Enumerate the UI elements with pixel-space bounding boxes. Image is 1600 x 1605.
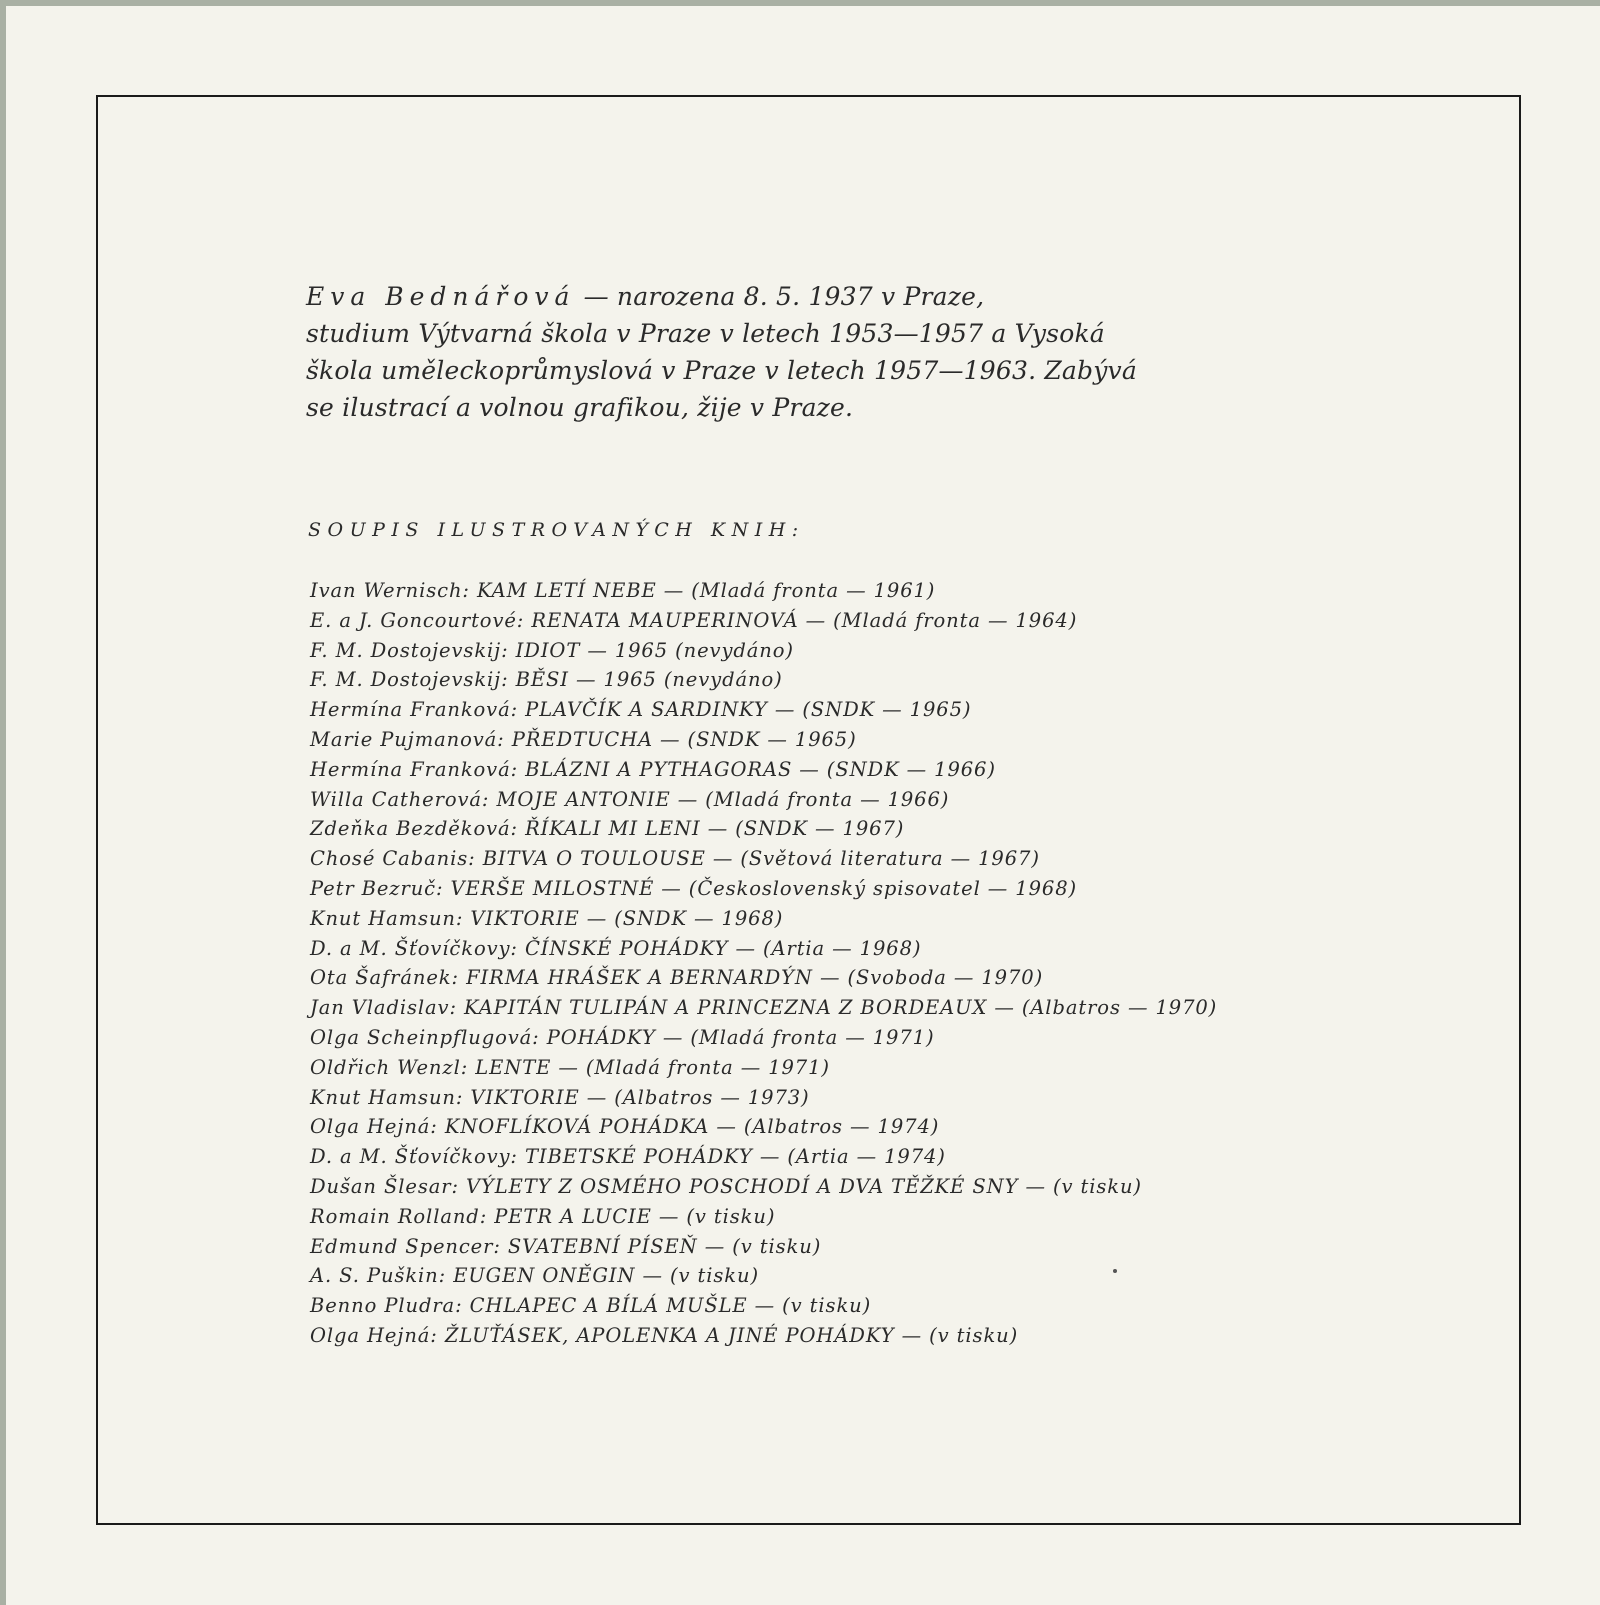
list-item: Dušan Šlesar: VÝLETY Z OSMÉHO POSCHODÍ A DVA TĚŽKÉ SNY — (v tisku) bbox=[310, 1174, 1142, 1198]
list-item: F. M. Dostojevskij: BĚSI — 1965 (nevydáno) bbox=[310, 668, 783, 692]
list-item: Benno Pludra: CHLAPEC A BÍLÁ MUŠLE — (v tisku) bbox=[310, 1294, 872, 1318]
list-item: Willa Catherová: MOJE ANTONIE — (Mladá fronta — 1966) bbox=[310, 787, 950, 811]
page bbox=[6, 6, 1600, 1605]
list-heading: SOUPIS ILUSTROVANÝCH KNIH: bbox=[308, 519, 805, 541]
list-item: Marie Pujmanová: PŘEDTUCHA — (SNDK — 1965) bbox=[310, 727, 857, 751]
list-item: Olga Scheinpflugová: POHÁDKY — (Mladá fronta — 1971) bbox=[310, 1025, 935, 1049]
list-item: Olga Hejná: KNOFLÍKOVÁ POHÁDKA — (Albatros — 1974) bbox=[310, 1115, 940, 1139]
list-item: Knut Hamsun: VIKTORIE — (SNDK — 1968) bbox=[310, 906, 784, 930]
list-item: E. a J. Goncourtové: RENATA MAUPERINOVÁ — (Mladá fronta — 1964) bbox=[310, 608, 1078, 632]
bio-line-1-rest: — narozena 8. 5. 1937 v Praze, bbox=[575, 282, 985, 311]
list-item: Knut Hamsun: VIKTORIE — (Albatros — 1973) bbox=[310, 1085, 810, 1109]
bio-line-4: se ilustrací a volnou grafikou, žije v Praze. bbox=[306, 393, 854, 422]
list-item: Oldřich Wenzl: LENTE — (Mladá fronta — 1971) bbox=[310, 1055, 830, 1079]
print-speck bbox=[1113, 1269, 1117, 1273]
list-item: Zdeňka Bezděková: ŘÍKALI MI LENI — (SNDK — 1967) bbox=[310, 817, 905, 841]
list-item: Hermína Franková: PLAVČÍK A SARDINKY — (SNDK — 1965) bbox=[310, 698, 972, 722]
list-item: Hermína Franková: BLÁZNI A PYTHAGORAS — (SNDK — 1966) bbox=[310, 757, 996, 781]
list-item: Jan Vladislav: KAPITÁN TULIPÁN A PRINCEZNA Z BORDEAUX — (Albatros — 1970) bbox=[310, 996, 1218, 1020]
list-item: Ota Šafránek: FIRMA HRÁŠEK A BERNARDÝN — (Svoboda — 1970) bbox=[310, 966, 1044, 990]
biography bbox=[306, 278, 1206, 426]
bio-line-1 bbox=[306, 278, 1206, 315]
author-name: Eva Bednářová bbox=[306, 282, 576, 311]
list-item: A. S. Puškin: EUGEN ONĚGIN — (v tisku) bbox=[310, 1264, 759, 1288]
bio-line-3: škola uměleckoprůmyslová v Praze v letech 1957—1963. Zabývá bbox=[306, 356, 1137, 385]
book-list bbox=[310, 576, 1217, 1351]
bio-line-2: studium Výtvarná škola v Praze v letech 1953—1957 a Vysoká bbox=[306, 319, 1105, 348]
list-item: Chosé Cabanis: BITVA O TOULOUSE — (Světová literatura — 1967) bbox=[310, 847, 1040, 871]
list-item: D. a M. Šťovíčkovy: ČÍNSKÉ POHÁDKY — (Artia — 1968) bbox=[310, 936, 922, 960]
list-item: Olga Hejná: ŽLUŤÁSEK, APOLENKA A JINÉ POHÁDKY — (v tisku) bbox=[310, 1323, 1019, 1347]
list-item: Romain Rolland: PETR A LUCIE — (v tisku) bbox=[310, 1204, 776, 1228]
list-item: Edmund Spencer: SVATEBNÍ PÍSEŇ — (v tisku) bbox=[310, 1234, 822, 1258]
list-item: D. a M. Šťovíčkovy: TIBETSKÉ POHÁDKY — (Artia — 1974) bbox=[310, 1145, 946, 1169]
list-item: Petr Bezruč: VERŠE MILOSTNÉ — (Československý spisovatel — 1968) bbox=[310, 876, 1078, 900]
list-item: Ivan Wernisch: KAM LETÍ NEBE — (Mladá fronta — 1961) bbox=[310, 579, 936, 602]
list-item: F. M. Dostojevskij: IDIOT — 1965 (nevydáno) bbox=[310, 638, 794, 662]
